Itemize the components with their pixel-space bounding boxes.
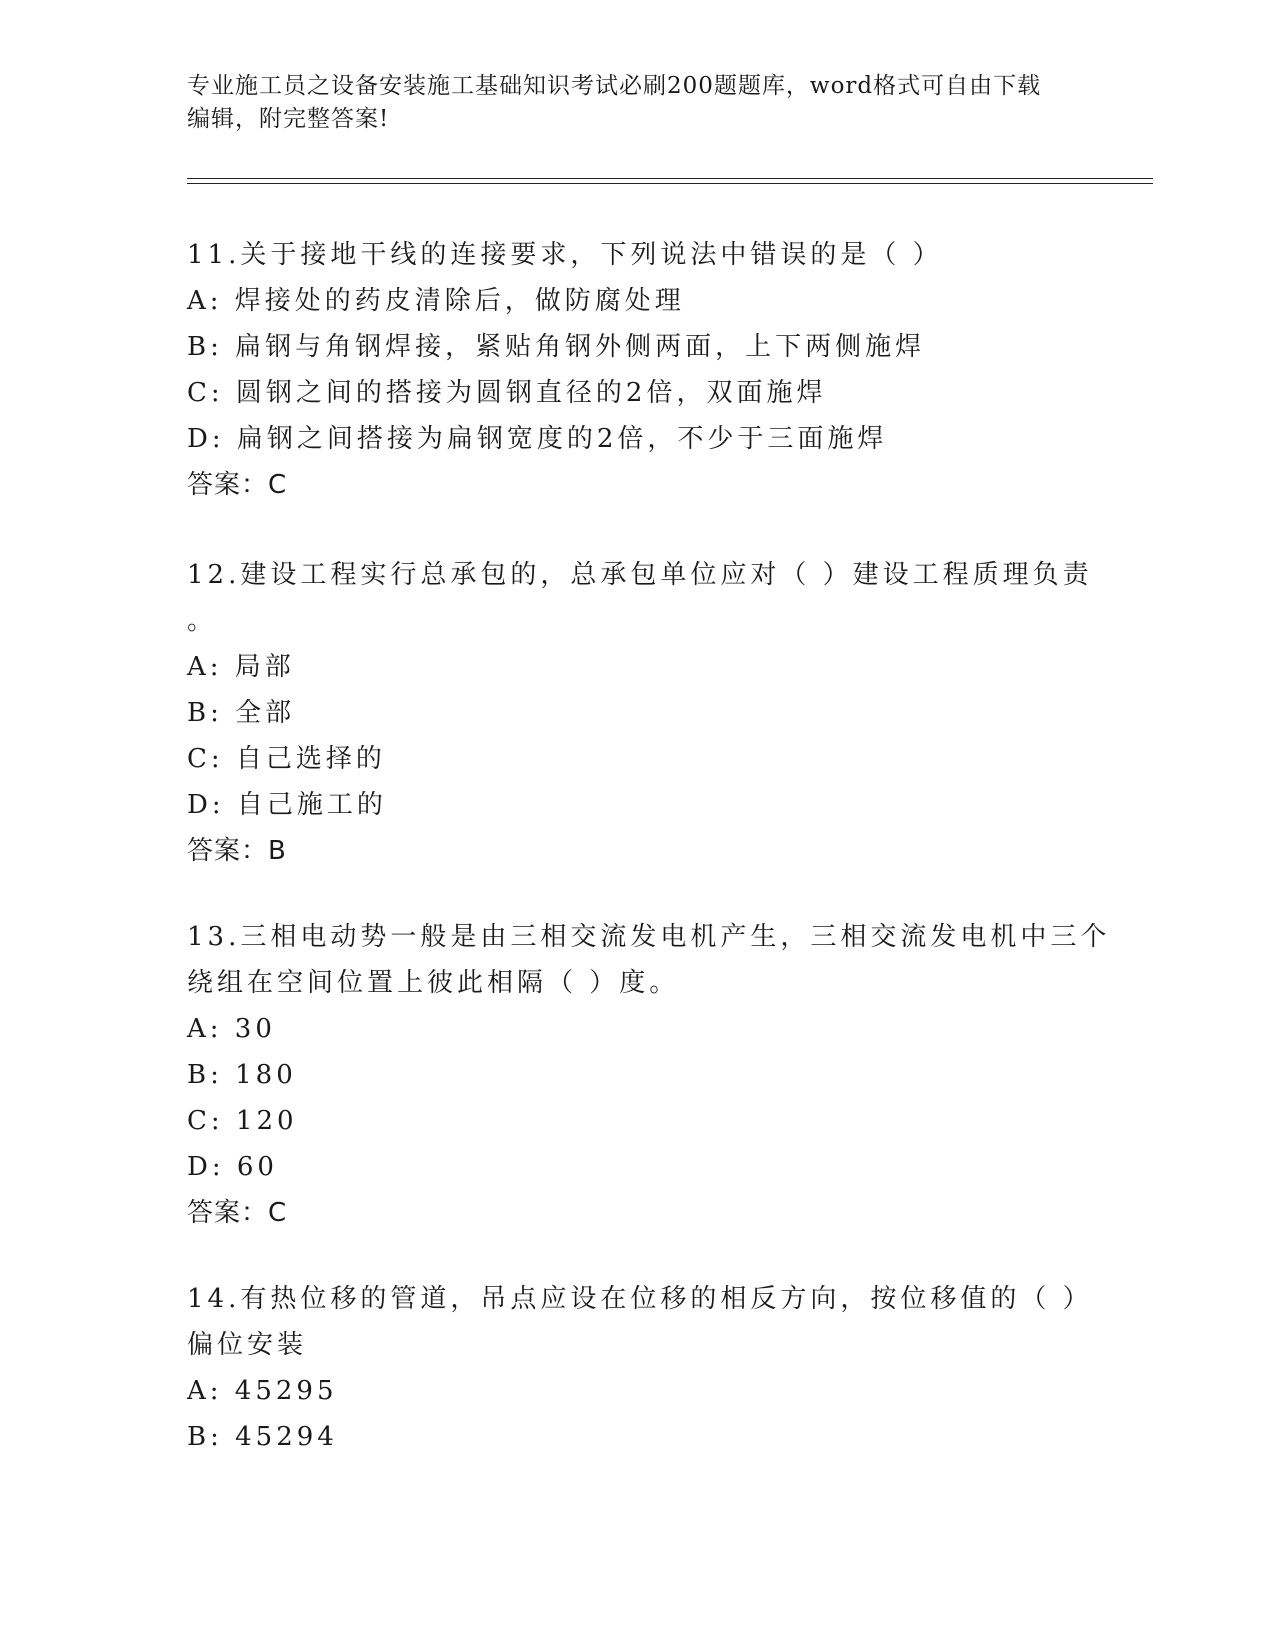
header-divider-top bbox=[187, 178, 1153, 179]
question-13 bbox=[187, 914, 1111, 1236]
question-stem: 12.建设工程实行总承包的，总承包单位应对（ ）建设工程质理负责 bbox=[187, 560, 1093, 590]
option-a: A: 焊接处的药皮清除后，做防腐处理 bbox=[187, 286, 685, 316]
option-d: D: 自己施工的 bbox=[187, 790, 387, 820]
header-line-1: 专业施工员之设备安装施工基础知识考试必刷200题题库，word格式可自由下载 bbox=[187, 73, 1042, 99]
option-c: C: 自己选择的 bbox=[187, 744, 386, 774]
option-d: D: 60 bbox=[187, 1152, 278, 1182]
option-c: C: 圆钢之间的搭接为圆钢直径的2倍，双面施焊 bbox=[187, 378, 827, 408]
document-header bbox=[187, 70, 1077, 136]
option-b: B: 全部 bbox=[187, 698, 296, 728]
answer-line: 答案：C bbox=[187, 1198, 288, 1228]
option-c: C: 120 bbox=[187, 1106, 298, 1136]
question-stem: 11.关于接地干线的连接要求，下列说法中错误的是（ ） bbox=[187, 240, 943, 270]
question-stem: 14.有热位移的管道，吊点应设在位移的相反方向，按位移值的（ ） bbox=[187, 1284, 1093, 1314]
question-11 bbox=[187, 232, 1087, 508]
question-stem: 13.三相电动势一般是由三相交流发电机产生，三相交流发电机中三个 bbox=[187, 922, 1111, 952]
question-12 bbox=[187, 552, 1093, 874]
option-b: B: 180 bbox=[187, 1060, 297, 1090]
header-divider-bottom bbox=[187, 183, 1153, 184]
answer-line: 答案：C bbox=[187, 470, 288, 500]
question-stem-continued: 绕组在空间位置上彼此相隔（ ）度。 bbox=[187, 968, 680, 998]
question-stem-continued: 偏位安装 bbox=[187, 1330, 308, 1360]
answer-line: 答案：B bbox=[187, 836, 287, 866]
header-line-2: 编辑，附完整答案! bbox=[187, 106, 390, 132]
question-stem-continued: 。 bbox=[187, 606, 218, 636]
question-14 bbox=[187, 1276, 1093, 1460]
option-a: A: 30 bbox=[187, 1014, 276, 1044]
option-a: A: 45295 bbox=[187, 1376, 338, 1406]
option-b: B: 扁钢与角钢焊接，紧贴角钢外侧两面，上下两侧施焊 bbox=[187, 332, 926, 362]
option-b: B: 45294 bbox=[187, 1422, 338, 1452]
option-d: D: 扁钢之间搭接为扁钢宽度的2倍，不少于三面施焊 bbox=[187, 424, 888, 454]
option-a: A: 局部 bbox=[187, 652, 295, 682]
